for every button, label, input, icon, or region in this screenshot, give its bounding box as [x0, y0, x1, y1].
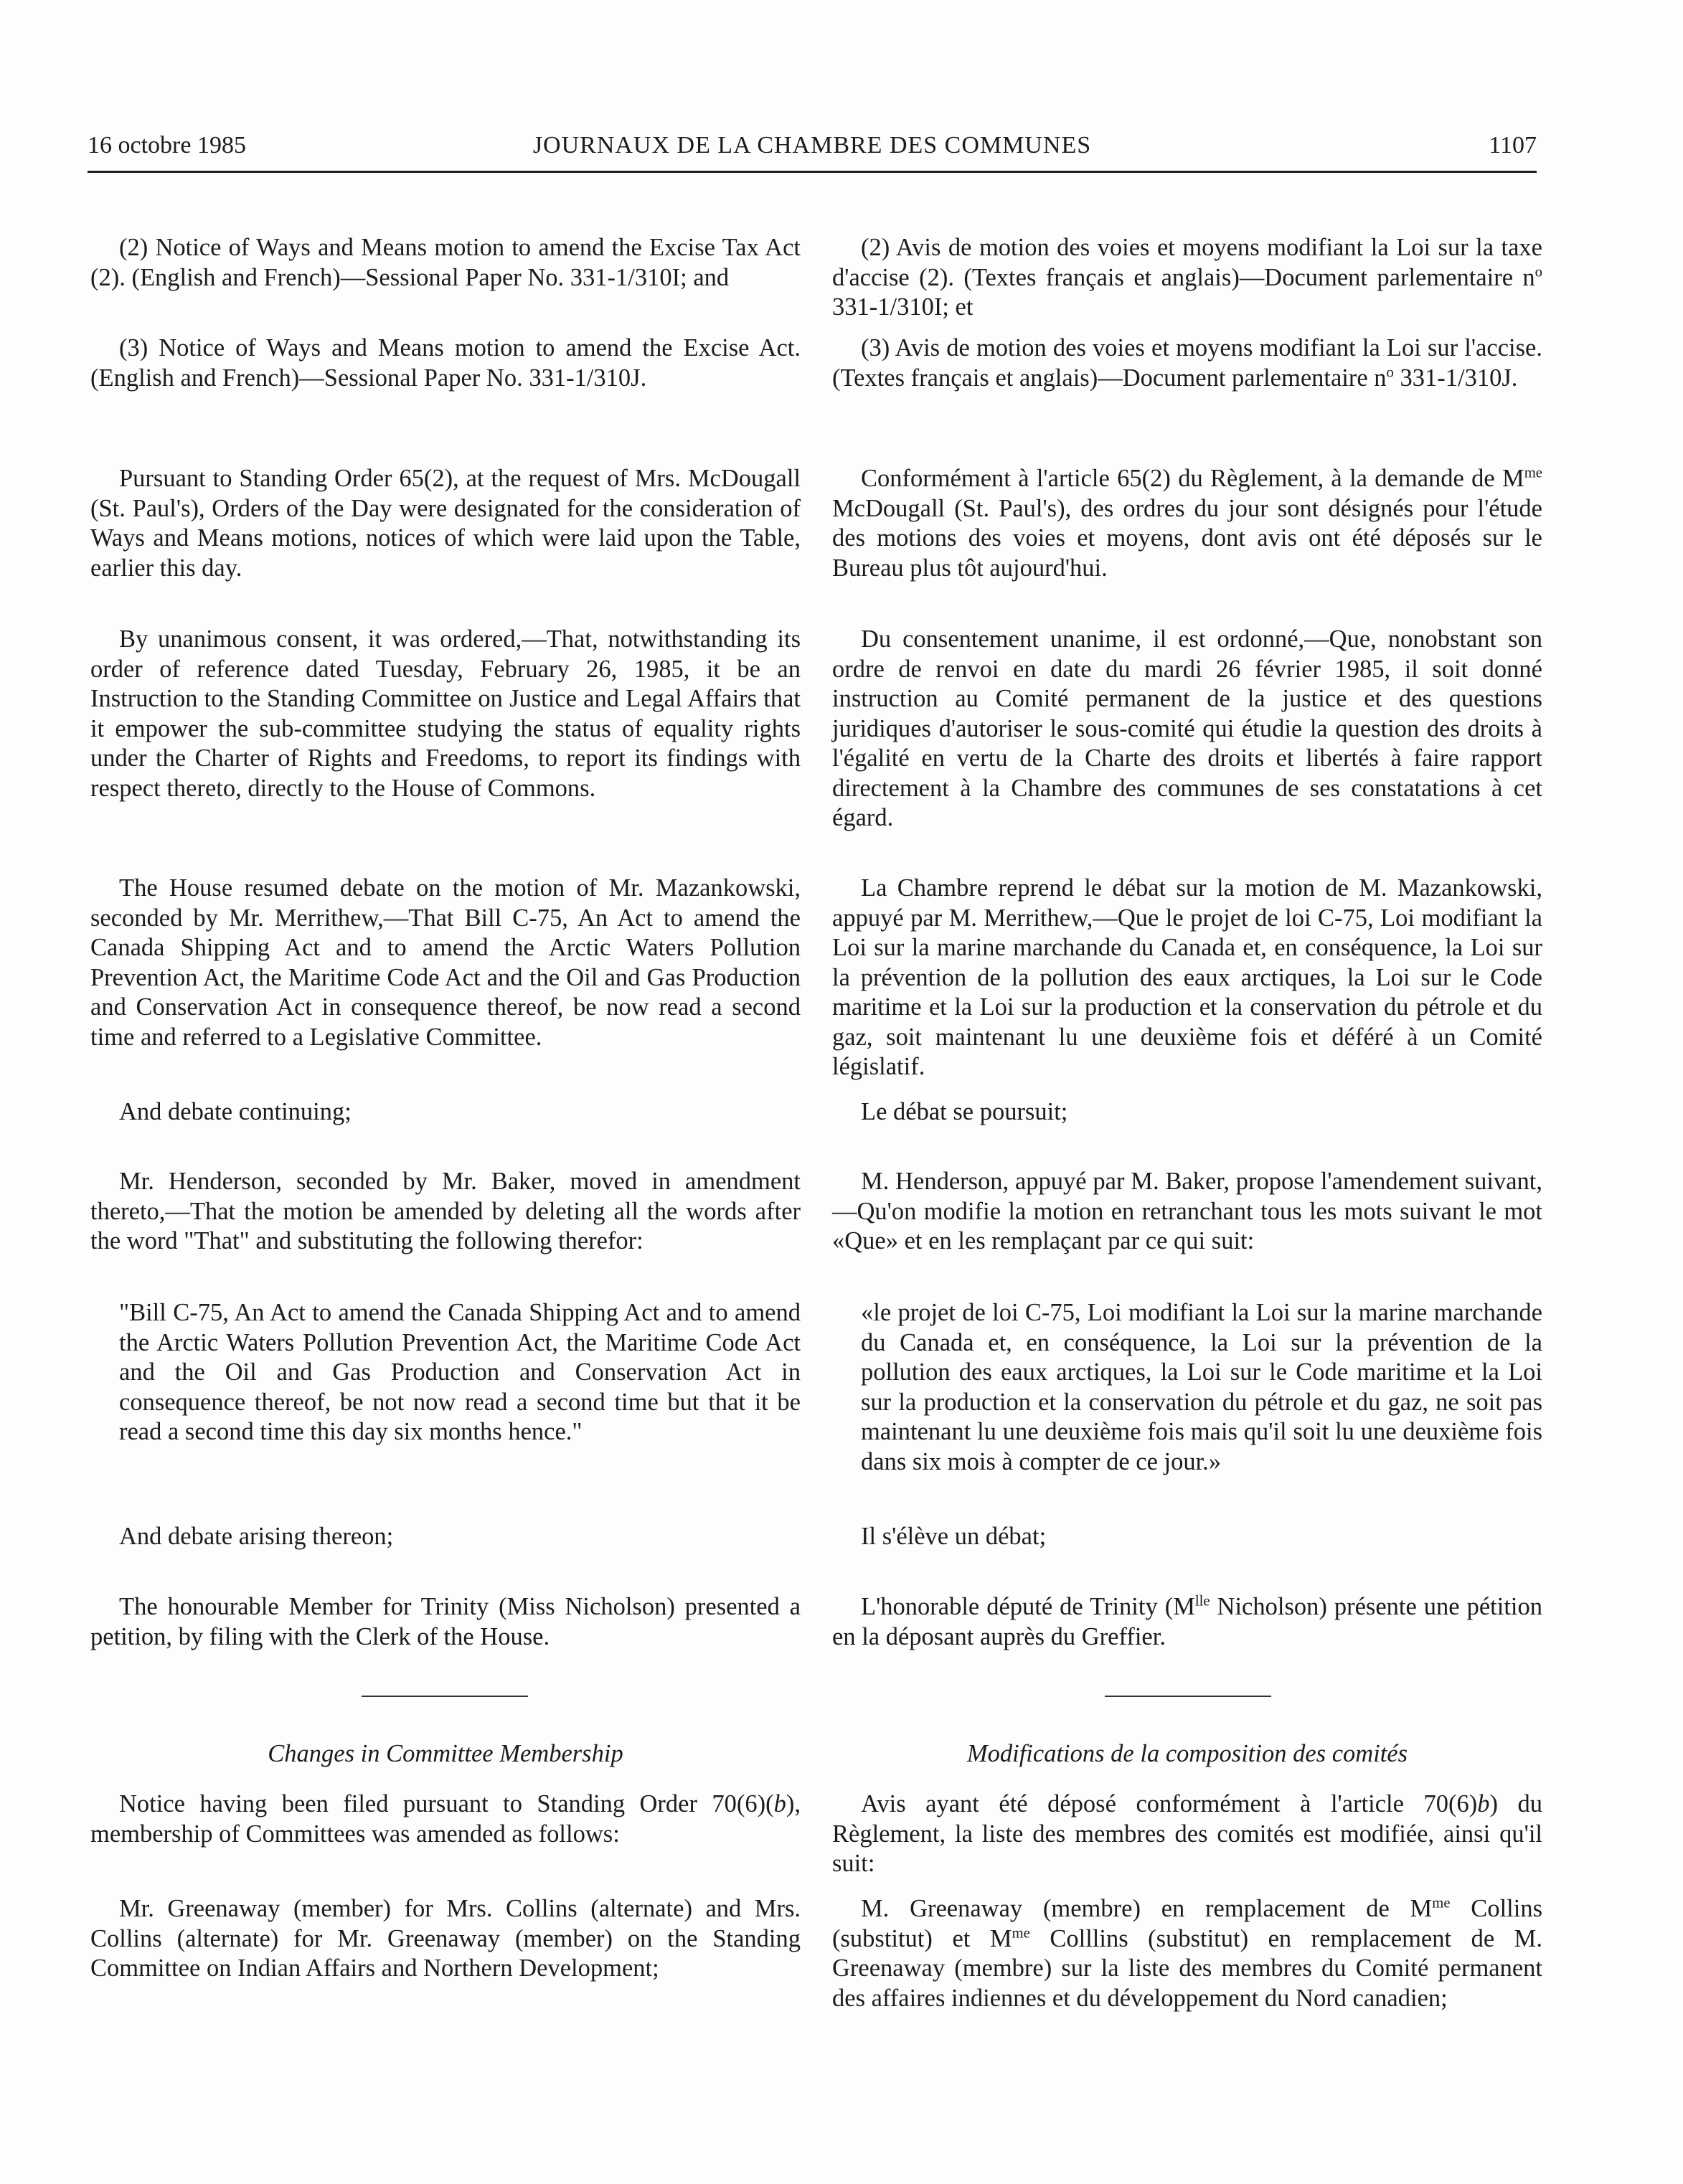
header-date: 16 octobre 1985 [88, 132, 246, 159]
en-section-divider [362, 1696, 528, 1697]
en-standing-order-paragraph: Pursuant to Standing Order 65(2), at the request of Mrs. McDougall (St. Paul's), Orders of the Day were designated for the consideration of Ways and Means motions, notices of which were laid upon the Table, earlier this day. [90, 465, 801, 582]
en-membership-change: Mr. Greenaway (member) for Mrs. Collins (alternate) and Mrs. Collins (alternate) for Mr. Greenaway (member) on the Standing Committee on Indian Affairs and Northern Development; [90, 1895, 801, 1982]
en-debate-arising: And debate arising thereon; [119, 1523, 394, 1550]
fr-debate-paragraph: La Chambre reprend le débat sur la motion de M. Mazankowski, appuyé par M. Merrithew,—Que le projet de loi C-75, Loi modifiant la Loi sur la marine marchande du Canada et, en conséquence, la Loi sur la prévention de la pollution des eaux arctiques, la Loi sur le Code maritime et la Loi sur la production et la conservation du pétrole et du gaz, soit maintenant lu une deuxième fois et déféré à un Comité législatif. [832, 874, 1542, 1080]
en-notice-paragraph: Notice having been filed pursuant to Standing Order 70(6)(b), membership of Committees was amended as follows: [90, 1790, 801, 1848]
en-section-heading: Changes in Committee Membership [268, 1740, 623, 1767]
en-unanimous-consent-paragraph: By unanimous consent, it was ordered,—That, notwithstanding its order of reference dated Tuesday, February 26, 1985, it be an Instruction to the Standing Committee on Justice and Legal Affairs that it empower the sub-committee studying the status of equality rights under the Charter of Rights and Freedoms, to report its findings with respect thereto, directly to the House of Commons. [90, 625, 801, 802]
fr-petition-paragraph: L'honorable député de Trinity ($M^{lle}$ Nicholson) présente une pétition en la déposant auprès du Greffier. [832, 1593, 1542, 1650]
fr-amendment-quote: «le projet de loi C-75, Loi modifiant la Loi sur la marine marchande du Canada et, en conséquence, la Loi sur la prévention de la pollution des eaux arctiques, la Loi sur le Code maritime et la Loi sur la production et la conservation du pétrole et du gaz, ne soit pas maintenant lu une deuxième fois mais qu'il soit lu une deuxième fois dans six mois à compter de ce jour.» [861, 1299, 1542, 1475]
fr-unanimous-consent-paragraph: Du consentement unanime, il est ordonné,—Que, nonobstant son ordre de renvoi en date du mardi 26 février 1985, il soit donné instruction au Comité permanent de la justice et des questions juridiques d'autoriser le sous-comité qui étudie la question des droits à l'égalité en vertu de la Charte des droits et libertés à faire rapport directement à la Chambre des communes de ses constatations à cet égard. [832, 625, 1542, 831]
page-header [88, 128, 1537, 173]
fr-item-3: (3) Avis de motion des voies et moyens modifiant la Loi sur l'accise. (Textes français et anglais)—Document parlementaire $n^o$ 331-1/310J. [832, 334, 1542, 392]
en-amendment-paragraph: Mr. Henderson, seconded by Mr. Baker, moved in amendment thereto,—That the motion be amended by deleting all the words after the word "That" and substituting the following therefor: [90, 1168, 801, 1254]
en-item-3: (3) Notice of Ways and Means motion to amend the Excise Act. (English and French)—Sessional Paper No. 331-1/310J. [90, 334, 801, 392]
en-amendment-quote: "Bill C-75, An Act to amend the Canada Shipping Act and to amend the Arctic Waters Pollution Prevention Act, the Maritime Code Act and the Oil and Gas Production and Conservation Act in consequence thereof, be not now read a second time but that it be read a second time this day six months hence." [119, 1299, 801, 1445]
fr-section-divider [1105, 1696, 1271, 1697]
en-debate-paragraph: The House resumed debate on the motion of Mr. Mazankowski, seconded by Mr. Merrithew,—That Bill C-75, An Act to amend the Canada Shipping Act and to amend the Arctic Waters Pollution Prevention Act, the Maritime Code Act and the Oil and Gas Production and Conservation Act in consequence thereof, be now read a second time and referred to a Legislative Committee. [90, 874, 801, 1051]
fr-membership-change: M. Greenaway (membre) en remplacement de $M^{me}$ Collins (substitut) et $M^{me}$ Colllins (substitut) en remplacement de M. Greenaway (membre) sur la liste des membres du Comité permanent des affaires indiennes et du développement du Nord canadien; [832, 1895, 1543, 2012]
fr-debate-arising: Il s'élève un débat; [861, 1523, 1047, 1550]
header-journal-title: JOURNAUX DE LA CHAMBRE DES COMMUNES [532, 132, 1092, 159]
en-debate-continuing: And debate continuing; [119, 1098, 352, 1125]
en-petition-paragraph: The honourable Member for Trinity (Miss Nicholson) presented a petition, by filing with the Clerk of the House. [90, 1593, 801, 1650]
fr-amendment-paragraph: M. Henderson, appuyé par M. Baker, propose l'amendement suivant,—Qu'on modifie la motion en retranchant tous les mots suivant le mot «Que» et en les remplaçant par ce qui suit: [832, 1168, 1542, 1254]
fr-debate-continuing: Le débat se poursuit; [861, 1098, 1068, 1125]
fr-standing-order-paragraph: Conformément à l'article 65(2) du Règlement, à la demande de $M^{me}$ McDougall (St. Paul's), des ordres du jour sont désignés pour l'étude des motions des voies et moyens, dont avis ont été déposés sur le Bureau plus tôt aujourd'hui. [832, 465, 1542, 582]
en-item-2: (2) Notice of Ways and Means motion to amend the Excise Tax Act (2). (English and French)—Sessional Paper No. 331-1/310I; and [90, 234, 801, 291]
fr-item-2: (2) Avis de motion des voies et moyens modifiant la Loi sur la taxe d'accise (2). (Textes français et anglais)—Document parlementaire $n^o$ 331-1/310I; et [832, 234, 1542, 321]
fr-notice-paragraph: Avis ayant été déposé conformément à l'article 70(6)b) du Règlement, la liste des membres des comités est modifiée, ainsi qu'il suit: [832, 1790, 1542, 1877]
fr-section-heading: Modifications de la composition des comités [966, 1740, 1408, 1767]
header-page-number: 1107 [1489, 132, 1537, 159]
